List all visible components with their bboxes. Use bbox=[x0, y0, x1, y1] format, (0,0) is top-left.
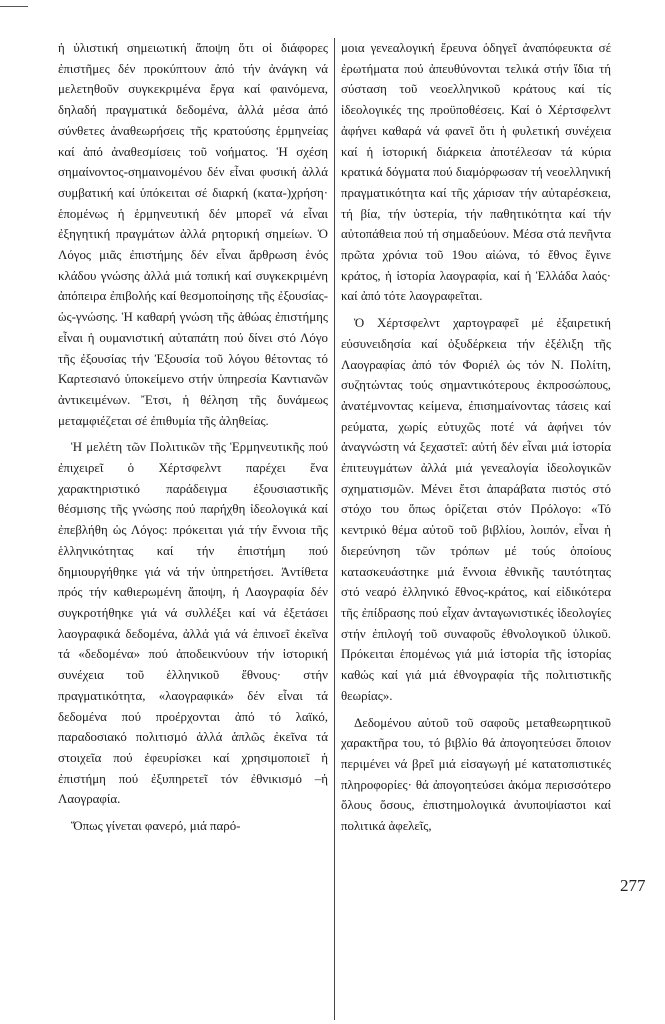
left-paragraph-3: Ὅπως γίνεται φανερό, μιά παρό- bbox=[71, 819, 241, 834]
right-paragraph-1: μοια γενεαλογική ἔρευνα ὁδηγεῖ ἀναπόφευκτα σέ ἐρωτήματα πού ἀπευθύνονται τελικά στήν ἴδια τή σύσταση τοῦ νεοελληνικοῦ κράτους καί τίς ἰδεολογικές της προϋποθέσεις. Καί ὁ Χέρτσφελντ ἀφήνει καθαρά νά φανεῖ ὅτι ἡ φυλετική συνέχεια καί ἡ ἱστορική διάρκεια ἀποτέλεσαν τά κύρια κρατικά δόγματα πού διαμόρφωσαν τή νεοελληνική πραγματικότητα καί τῆς χάρισαν τήν αὐταρέσκεια, τή βία, τήν ὑστερία, τήν παθητικότητα καί τήν αὐτοπάθεια πού τή σημαδεύουν. Μέσα στά πενῆντα πρῶτα χρόνια τοῦ 19ου αἰώνα, τό ἔθνος ἔγινε κράτος, ἡ ἱστορία λαογραφία, καί ἡ Ἑλλάδα λαός· καί ἀπό τότε λαογραφεῖται. bbox=[341, 41, 611, 304]
top-edge-mark bbox=[0, 6, 28, 7]
left-paragraph-1: ἡ ὑλιστική σημειωτική ἄποψη ὅτι οἱ διάφορες ἐπιστῆμες δέν προκύπτουν ἀπό τήν ἀνάγκη νά μελετηθοῦν συγκεκριμένα ἔργα καί φαινόμενα, δηλαδή πραγματικά δεδομένα, ἀλλά μέσα ἀπό σύνθετες ἀναθεωρήσεις τῆς κρατούσης ἑρμηνείας καί ἀπό ἀναθεσμίσεις τοῦ νοήματος. Ἡ σχέση σημαίνοντος-σημαινομένου δέν εἶναι φυσική ἀλλά συμβατική καί ὑπόκειται σέ διαρκή (κατα-)χρήση· ἑπομένως ἡ ἑρμηνευτική δέν μπορεῖ νά εἶναι ἐξηγητική πραγμάτων ἀλλά ρητορική σημείων. Ὁ Λόγος μιᾶς ἐπιστήμης δέν εἶναι ἄρθρωση ἑνός κλάδου γνώσης ἀλλά μιά τοπική καί συγκεκριμένη ἀπόπειρα ἐπιβολής καί θεσμοποίησης τῆς ἐξουσίας- ὡς-γνώσης. Ἡ καθαρή γνώση τῆς ἀθώας ἐπιστήμης εἶναι ἡ ουμανιστική αὐταπάτη πού δίνει στό Λόγο τῆς ἐξουσίας τήν Ἐξουσία τοῦ λόγου θέτοντας τό Καρτεσιανό ὑποκείμενο στήν ὑπηρεσία Καντιανῶν ἀντικειμένων. Ἔτσι, ἡ θέληση τῆς δυνάμεως μεταμφιέζεται σέ ἐπιθυμία τῆς ἀληθείας. bbox=[58, 41, 328, 428]
right-paragraph-3: Δεδομένου αὐτοῦ τοῦ σαφοῦς μεταθεωρητικοῦ χαρακτῆρα του, τό βιβλίο θά ἀπογοητεύσει ὅποιον περιμένει νά βρεῖ μιά εἰσαγωγή μέ κατατοπιστικές πληροφορίες· θά ἀπογοητεύσει ἀκόμα περισσότερο ὅλους ὅσους, ἐπιστημολογικά ἀνυποψίαστοι καί πολιτικά ἀφελεῖς, bbox=[341, 715, 611, 834]
right-text-column bbox=[341, 38, 611, 837]
left-text-column bbox=[58, 38, 328, 837]
left-paragraph-2: Ἡ μελέτη τῶν Πολιτικῶν τῆς Ἑρμηνευτικῆς πού ἐπιχειρεῖ ὁ Χέρτσφελντ παρέχει ἕνα χαρακτηριστικό παράδειγμα ἐξουσιαστικῆς θέσμισης τῆς γνώσης πού παρήχθη ἰδεολογικά καί ἐπεβλήθη ὡς Λόγος: πρόκειται γιά τήν ἔννοια τῆς ἑλληνικότητας καί τήν ἐπιστήμη πού δημιουργήθηκε γιά νά τήν ὑπηρετήσει. Ἀντίθετα πρός τήν καθιερωμένη ἄποψη, ἡ Λαογραφία δέν συγκροτήθηκε γιά νά συλλέξει καί νά ἐξετάσει λαογραφικά δεδομένα, ἀλλά γιά νά ἐπινοεῖ ἐκεῖνα τά «δεδομένα» πού ἀποδεικνύουν τήν ἱστορική συνέχεια τοῦ ἑλληνικοῦ ἔθνους· στήν πραγματικότητα, «λαογραφικά» δέν εἶναι τά δεδομένα πού προέρχονται ἀπό τό λαϊκό, παραδοσιακό πολιτισμό ἀλλά ἁπλῶς ἐκεῖνα τά στοιχεῖα πού ἐφευρίσκει καί χρησιμοποιεῖ ἡ ἐπιστήμη πού ἐξυπηρετεῖ τόν ἐθνικισμό –ἡ Λαογραφία. bbox=[58, 440, 328, 807]
page-number: 277 bbox=[620, 876, 646, 895]
right-paragraph-2: Ὁ Χέρτσφελντ χαρτογραφεῖ μέ ἐξαιρετική εὐσυνειδησία καί ὀξυδέρκεια τήν ἐξέλιξη τῆς Λαογραφίας ἀπό τόν Φοριέλ ὡς τόν Ν. Πολίτη, συζητώντας τούς σημαντικότερους ἐκπροσώπους, ἀνατέμνοντας κείμενα, ἐπισημαίνοντας τάσεις καί ρεύματα, χωρίς εὐτυχῶς ποτέ νά ἀφήνει τόν ἀναγνώστη νά ξεχαστεῖ: αὐτή δέν εἶναι μιά ἱστορία ἐπιτευγμάτων ἀλλά μιά γενεαλογία ἰδεολογικῶν σχηματισμῶν. Μένει ἔτσι ἀπαράβατα πιστός στό στόχο του ὅπως ὁρίζεται στόν Πρόλογο: «Τό κεντρικό θέμα αὐτοῦ τοῦ βιβλίου, λοιπόν, εἶναι ἡ διερεύνηση τῶν τρόπων μέ τούς ὁποίους κατασκευάστηκε μιά ἔννοια ἐθνικῆς ταυτότητας στό νεαρό ἑλληνικό ἔθνος-κράτος, καί εἰδικότερα τῆς ἐπίδρασης πού εἶχαν ἀνταγωνιστικές ἰδεολογίες στήν ἐπιλογή τοῦ συναφοῦς ἐθνολογικοῦ ὑλικοῦ. Πρόκειται ἑπομένως γιά μιά ἱστορία τῆς ἱστορίας καθώς καί γιά μιά ἐθνογραφία τῆς πολιτιστικῆς θεωρίας». bbox=[341, 316, 611, 703]
column-divider bbox=[334, 38, 335, 1020]
